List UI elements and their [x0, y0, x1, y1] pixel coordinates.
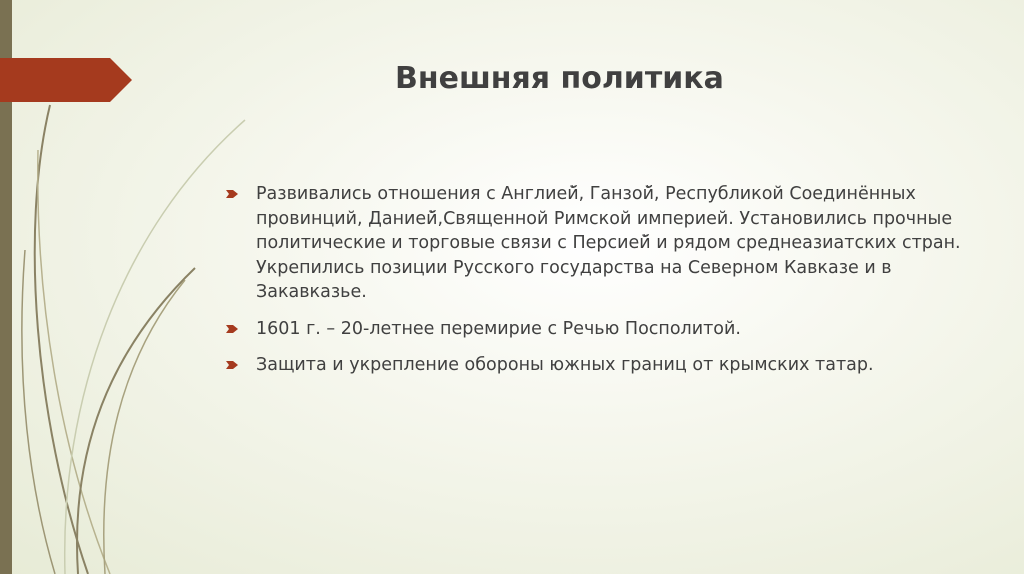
bullet-text: 1601 г. – 20-летнее перемирие с Речью Посполитой.: [256, 318, 741, 339]
bullet-list: [226, 182, 986, 390]
bullet-item: [226, 353, 986, 378]
bullet-text: Развивались отношения с Англией̆, Ганзой̆, Республикой Соединённых провинций, Данией̆,Священной Римской империей. Установились прочные политические и торговые связи с Персией̆ и рядом среднеазиатских стран. Укрепились позиции Русского государства на Северном Кавказе и в Закавказье.: [256, 184, 961, 302]
bullet-item: [226, 182, 986, 305]
arrow-bullet-icon: [226, 359, 238, 371]
bullet-text: Защита и укрепление обороны южных границ от крымских татар.: [256, 355, 874, 375]
arrow-bullet-icon: [226, 323, 238, 335]
arrow-bullet-icon: [226, 188, 238, 200]
slide-title: Внешняя политика: [395, 61, 724, 96]
bullet-item: [226, 317, 986, 342]
title-arrow-banner-icon: [0, 58, 132, 102]
